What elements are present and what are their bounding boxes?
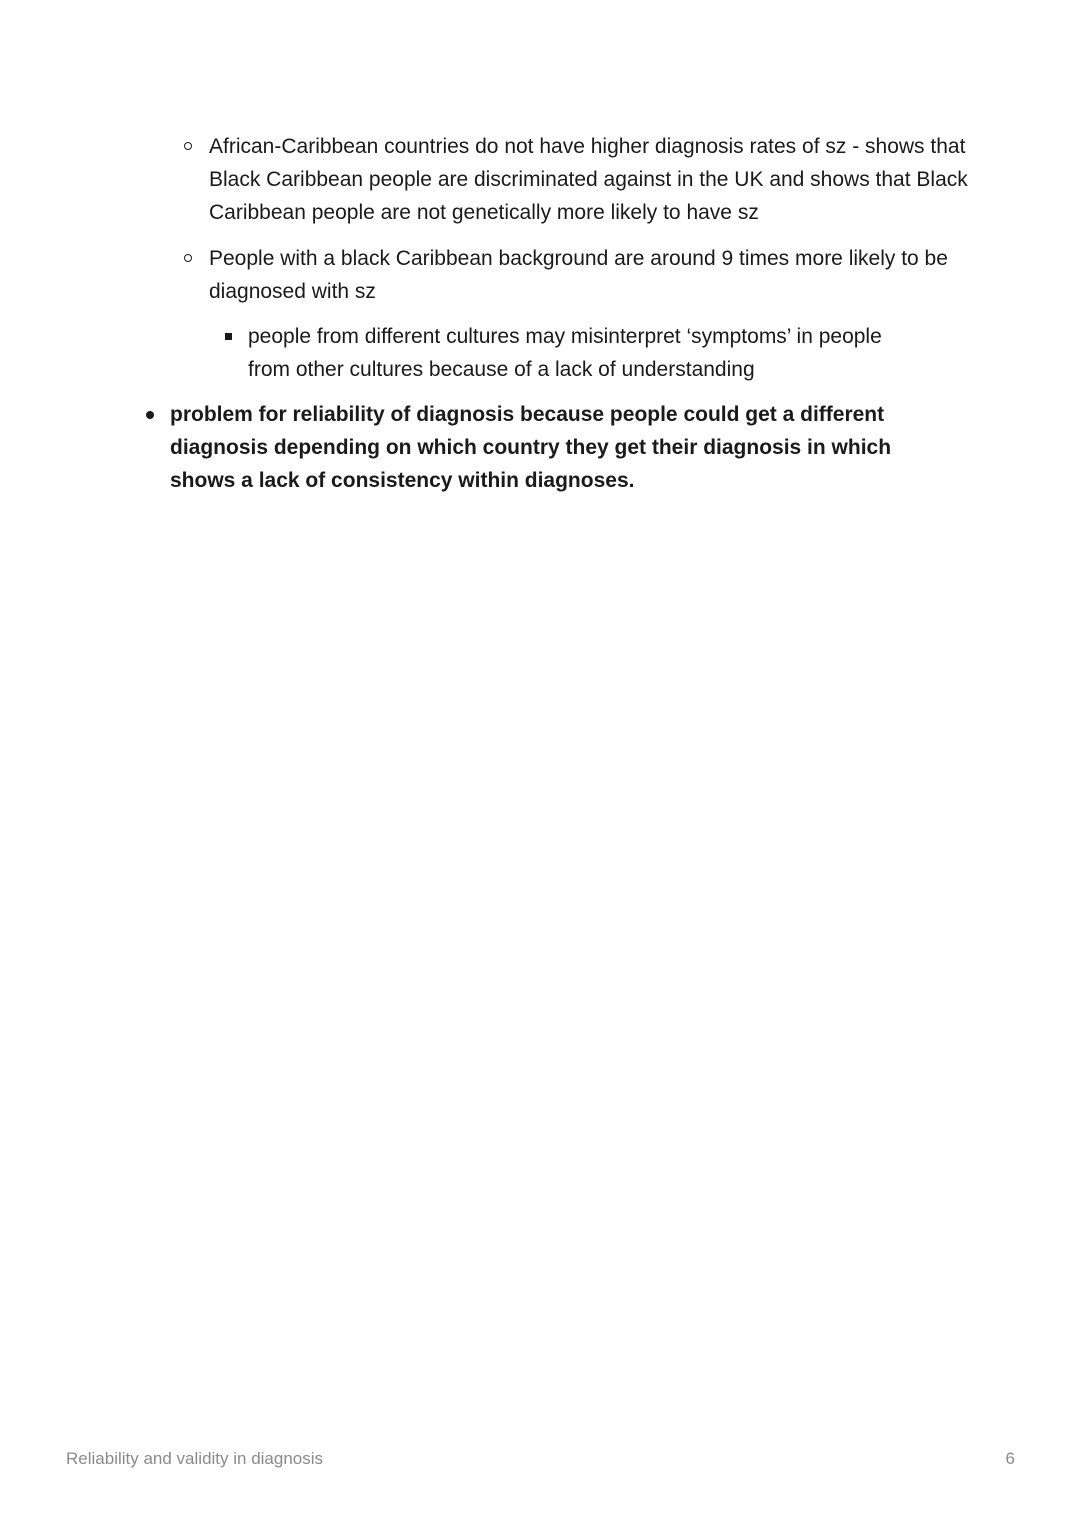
list-item-level2 — [209, 130, 969, 229]
list-item-text: People with a black Caribbean background are around 9 times more likely to be diagnosed with sz — [209, 247, 948, 303]
hollow-circle-bullet-icon — [184, 142, 192, 150]
list-item-level2 — [209, 242, 969, 308]
page-number: 6 — [1005, 1449, 1015, 1468]
list-item-text: people from different cultures may misinterpret ‘symptoms’ in people from other cultures because of a lack of understanding — [248, 325, 882, 381]
list-item-text: African-Caribbean countries do not have higher diagnosis rates of sz - shows that Black Caribbean people are discriminated against in the UK and shows that Black Caribbean people are not genetically more likely to have sz — [209, 135, 968, 224]
footer-title: Reliability and validity in diagnosis — [66, 1449, 324, 1468]
hollow-circle-bullet-icon — [184, 254, 192, 262]
square-bullet-icon — [225, 333, 232, 340]
disc-bullet-icon — [146, 411, 154, 419]
list-item-level1 — [170, 398, 940, 497]
list-item-level3 — [248, 320, 928, 386]
list-item-text: problem for reliability of diagnosis because people could get a different diagnosis depending on which country they get their diagnosis in which shows a lack of consistency within diagnoses. — [170, 403, 892, 492]
